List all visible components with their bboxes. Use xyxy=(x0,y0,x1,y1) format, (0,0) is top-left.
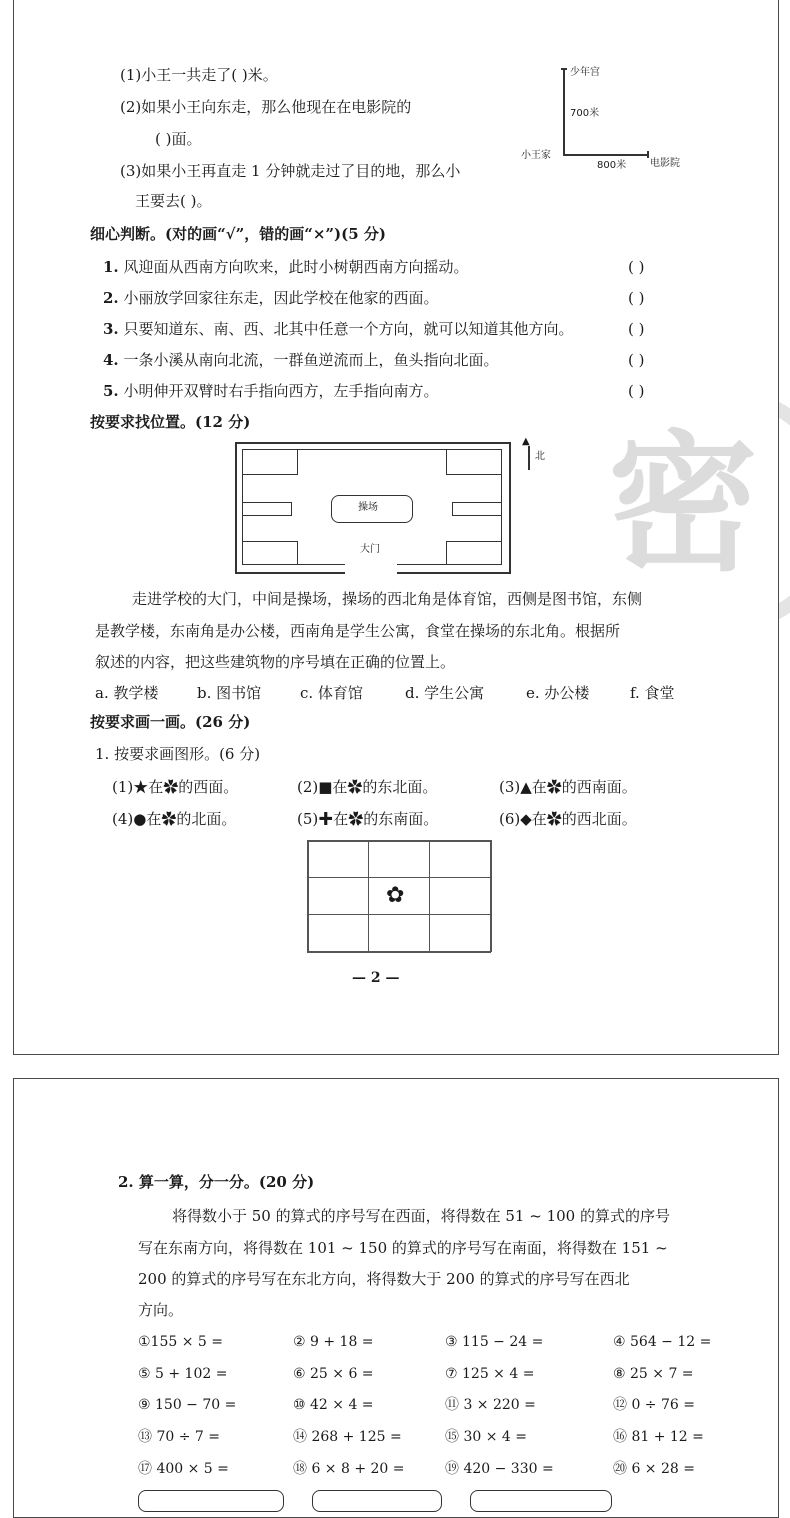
question-2-line2: ( )面。 xyxy=(155,130,202,148)
answer-box-2[interactable] xyxy=(312,1490,442,1512)
equation-18: ⑱ 6 × 8 + 20 = xyxy=(293,1461,405,1477)
grid-v-3 xyxy=(429,840,430,952)
playground-label: 操场 xyxy=(358,502,378,513)
distance-700: 700米 xyxy=(570,108,600,119)
find-desc-line3: 叙述的内容，把这些建筑物的序号填在正确的位置上。 xyxy=(95,653,456,671)
route-horizontal-line xyxy=(563,154,649,156)
equation-19: ⑲ 420 − 330 = xyxy=(445,1461,554,1477)
answer-box-3[interactable] xyxy=(470,1490,612,1512)
route-top-tick xyxy=(561,68,567,70)
equation-4: ④ 564 − 12 = xyxy=(613,1334,712,1350)
grid-h-4 xyxy=(307,951,491,953)
answer-paren-5[interactable]: ( ) xyxy=(628,382,645,400)
equation-16: ⑯ 81 + 12 = xyxy=(613,1429,704,1445)
option-e: e. 办公楼 xyxy=(526,684,590,702)
worksheet-page-2 xyxy=(13,1078,779,1518)
answer-paren-3[interactable]: ( ) xyxy=(628,320,645,338)
place-home: 小王家 xyxy=(521,150,551,161)
distance-800: 800米 xyxy=(597,160,627,171)
north-arrow-line xyxy=(528,446,530,470)
place-youth-palace: 少年宫 xyxy=(570,67,600,78)
building-ne xyxy=(446,449,502,475)
option-f: f. 食堂 xyxy=(630,684,675,702)
draw-item-2: (2)■在✿的东北面。 xyxy=(297,778,438,796)
building-sw xyxy=(242,541,298,565)
equation-15: ⑮ 30 × 4 = xyxy=(445,1429,527,1445)
draw-item-3: (3)▲在✿的西南面。 xyxy=(499,778,637,796)
judge-item-4 xyxy=(103,350,498,370)
building-e xyxy=(452,502,502,516)
judge-item-2 xyxy=(103,288,438,308)
calc-desc-line1: 将得数小于 50 的算式的序号写在西面，将得数在 51 ~ 100 的算式的序号 xyxy=(172,1207,670,1225)
judge-num-3: 3. xyxy=(103,320,119,338)
draw-item-5: (5)✚在✿的东南面。 xyxy=(297,810,439,828)
question-3-line2: 王要去( )。 xyxy=(135,192,212,210)
grid-h-1 xyxy=(307,840,491,842)
equation-14: ⑭ 268 + 125 = xyxy=(293,1429,402,1445)
judge-num-2: 2. xyxy=(103,289,119,307)
calc-desc-line3: 200 的算式的序号写在东北方向，将得数大于 200 的算式的序号写在西北 xyxy=(138,1270,630,1288)
equation-12: ⑫ 0 ÷ 76 = xyxy=(613,1397,695,1413)
draw-item-6: (6)◆在✿的西北面。 xyxy=(499,810,637,828)
equation-1: ①155 × 5 = xyxy=(138,1334,223,1350)
draw-subtitle: 1. 按要求画图形。(6 分) xyxy=(95,745,261,763)
judge-title: 细心判断。(对的画“√”，错的画“×”)(5 分) xyxy=(90,225,386,243)
judge-text-3: 只要知道东、南、西、北其中任意一个方向，就可以知道其他方向。 xyxy=(123,320,574,338)
building-w xyxy=(242,502,292,516)
answer-paren-2[interactable]: ( ) xyxy=(628,289,645,307)
grid-v-4 xyxy=(490,840,492,952)
draw-title: 按要求画一画。(26 分) xyxy=(90,713,251,731)
find-desc-line1: 走进学校的大门，中间是操场，操场的西北角是体育馆，西侧是图书馆，东侧 xyxy=(132,590,643,608)
route-vertical-line xyxy=(563,70,565,156)
judge-text-2: 小丽放学回家往东走，因此学校在他家的西面。 xyxy=(123,289,439,307)
option-b: b. 图书馆 xyxy=(197,684,262,702)
flower-icon: ✿ xyxy=(386,883,405,908)
calc-desc-line2: 写在东南方向，将得数在 101 ~ 150 的算式的序号写在南面，将得数在 151 ~ xyxy=(138,1239,668,1257)
equation-2: ② 9 + 18 = xyxy=(293,1334,374,1350)
answer-paren-4[interactable]: ( ) xyxy=(628,351,645,369)
equation-10: ⑩ 42 × 4 = xyxy=(293,1397,374,1413)
judge-text-5: 小明伸开双臂时右手指向西方，左手指向南方。 xyxy=(123,382,439,400)
equation-9: ⑨ 150 − 70 = xyxy=(138,1397,237,1413)
equation-8: ⑧ 25 × 7 = xyxy=(613,1366,694,1382)
page-number: — 2 — xyxy=(352,970,400,986)
calc-title: 2. 算一算，分一分。(20 分) xyxy=(118,1173,315,1191)
equation-3: ③ 115 − 24 = xyxy=(445,1334,544,1350)
school-gate-gap xyxy=(345,560,397,574)
question-2-line1: (2)如果小王向东走，那么他现在在电影院的 xyxy=(120,98,412,116)
equation-17: ⑰ 400 × 5 = xyxy=(138,1461,229,1477)
building-se xyxy=(446,541,502,565)
answer-box-1[interactable] xyxy=(138,1490,284,1512)
judge-text-1: 风迎面从西南方向吹来，此时小树朝西南方向摇动。 xyxy=(123,258,469,276)
find-desc-line2: 是教学楼，东南角是办公楼，西南角是学生公寓，食堂在操场的东北角。根据所 xyxy=(95,622,621,640)
judge-text-4: 一条小溪从南向北流，一群鱼逆流而上，鱼头指向北面。 xyxy=(123,351,499,369)
grid-h-3 xyxy=(307,914,491,915)
equation-5: ⑤ 5 + 102 = xyxy=(138,1366,228,1382)
draw-item-1: (1)★在✿的西面。 xyxy=(112,778,239,796)
equation-7: ⑦ 125 × 4 = xyxy=(445,1366,535,1382)
building-nw xyxy=(242,449,298,475)
answer-paren-1[interactable]: ( ) xyxy=(628,258,645,276)
judge-num-4: 4. xyxy=(103,351,119,369)
judge-num-1: 1. xyxy=(103,258,119,276)
option-a: a. 教学楼 xyxy=(95,684,159,702)
grid-v-1 xyxy=(307,840,309,952)
judge-item-1 xyxy=(103,257,468,277)
gate-label: 大门 xyxy=(360,544,380,555)
north-arrow-icon: ▲ xyxy=(522,436,530,447)
find-position-title: 按要求找位置。(12 分) xyxy=(90,413,251,431)
equation-11: ⑪ 3 × 220 = xyxy=(445,1397,536,1413)
question-1: (1)小王一共走了( )米。 xyxy=(120,66,278,84)
grid-h-2 xyxy=(307,877,491,878)
judge-item-3 xyxy=(103,319,573,339)
question-3-line1: (3)如果小王再直走 1 分钟就走过了目的地，那么小 xyxy=(120,162,461,180)
calc-desc-line4: 方向。 xyxy=(138,1301,184,1319)
judge-num-5: 5. xyxy=(103,382,119,400)
judge-item-5 xyxy=(103,381,438,401)
route-right-tick xyxy=(647,151,649,158)
place-cinema: 电影院 xyxy=(650,158,680,169)
north-label: 北 xyxy=(535,451,545,462)
equation-13: ⑬ 70 ÷ 7 = xyxy=(138,1429,220,1445)
equation-20: ⑳ 6 × 28 = xyxy=(613,1461,695,1477)
grid-v-2 xyxy=(368,840,369,952)
option-d: d. 学生公寓 xyxy=(405,684,485,702)
option-c: c. 体育馆 xyxy=(300,684,363,702)
equation-6: ⑥ 25 × 6 = xyxy=(293,1366,374,1382)
watermark-seal-char: 密 xyxy=(608,418,759,592)
draw-item-4: (4)●在✿的北面。 xyxy=(112,810,237,828)
